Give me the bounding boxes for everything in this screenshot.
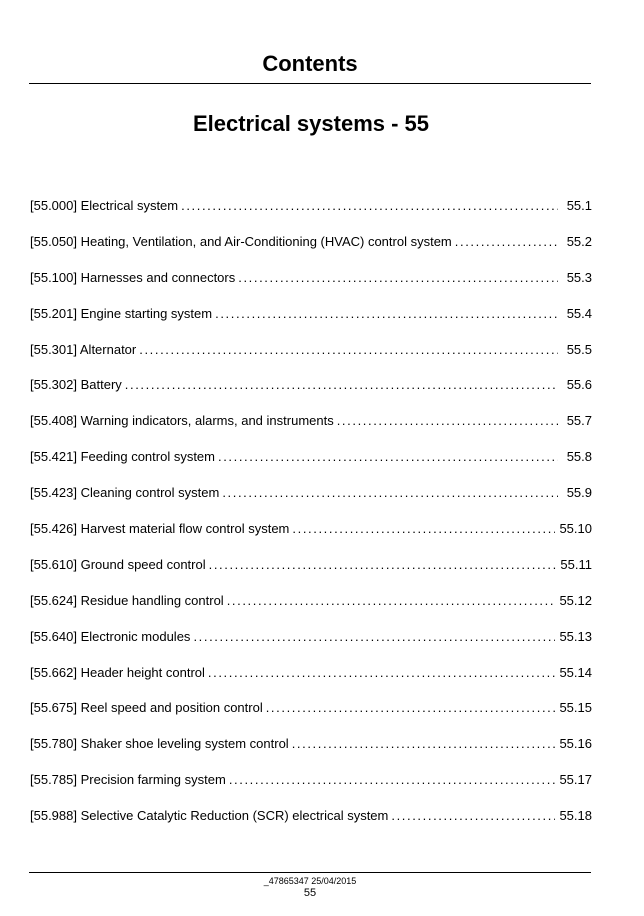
toc-entry-page: 55.6 xyxy=(566,377,592,393)
toc-entry[interactable] xyxy=(30,735,592,771)
toc-dot-leader xyxy=(218,448,558,466)
toc-entry[interactable] xyxy=(30,305,592,341)
toc-entry-page: 55.8 xyxy=(566,449,592,465)
toc-dot-leader xyxy=(455,233,558,251)
toc-entry-page: 55.13 xyxy=(559,628,592,644)
page-title: Contents xyxy=(262,51,358,76)
toc-entry-page: 55.1 xyxy=(566,198,592,213)
toc-entry-label: [55.624] Residue handling control xyxy=(30,592,224,608)
toc-entry-label: [55.423] Cleaning control system xyxy=(30,485,220,501)
toc-entry-label: [55.301] Alternator xyxy=(30,341,137,357)
toc-entry-page: 55.17 xyxy=(559,772,592,788)
toc-entry-label: [55.426] Harvest material flow control system xyxy=(30,521,290,537)
toc-entry[interactable] xyxy=(30,807,592,843)
toc-entry-page: 55.4 xyxy=(566,305,592,321)
toc-entry[interactable] xyxy=(30,664,592,700)
toc-entry[interactable] xyxy=(30,484,592,520)
toc-dot-leader xyxy=(209,556,557,574)
toc-entry-page: 55.2 xyxy=(566,233,592,249)
toc-dot-leader xyxy=(193,628,555,646)
toc-entry-label: [55.675] Reel speed and position control xyxy=(30,700,263,716)
toc-entry-page: 55.16 xyxy=(559,736,592,752)
toc-entry-page: 55.10 xyxy=(559,521,592,537)
toc-entry-label: [55.421] Feeding control system xyxy=(30,449,215,465)
toc-dot-leader xyxy=(139,341,558,359)
toc-entry[interactable] xyxy=(30,197,592,233)
toc-entry[interactable] xyxy=(30,233,592,269)
toc-entry-label: [55.100] Harnesses and connectors xyxy=(30,269,236,285)
toc-entry[interactable] xyxy=(30,628,592,664)
toc-dot-leader xyxy=(337,412,558,430)
toc-dot-leader xyxy=(292,520,555,538)
toc-dot-leader xyxy=(181,197,558,215)
toc-entry-page: 55.18 xyxy=(559,808,592,824)
toc-dot-leader xyxy=(215,305,558,323)
toc-dot-leader xyxy=(229,771,556,789)
toc-entry-label: [55.408] Warning indicators, alarms, and instruments xyxy=(30,413,334,429)
footer-document-reference: _47865347 25/04/2015 xyxy=(263,876,357,886)
footer-page-number: 55 xyxy=(303,887,317,899)
header-divider xyxy=(29,83,591,84)
toc-entry-page: 55.12 xyxy=(559,592,592,608)
toc-dot-leader xyxy=(222,484,558,502)
toc-entry[interactable] xyxy=(30,269,592,305)
toc-dot-leader xyxy=(238,269,558,287)
footer-divider xyxy=(29,872,591,873)
toc-entry[interactable] xyxy=(30,412,592,448)
toc-dot-leader xyxy=(292,735,556,753)
toc-entry[interactable] xyxy=(30,699,592,735)
toc-entry[interactable] xyxy=(30,556,592,592)
toc-entry-label: [55.610] Ground speed control xyxy=(30,556,206,572)
toc-entry-label: [55.785] Precision farming system xyxy=(30,772,226,788)
toc-entry-label: [55.302] Battery xyxy=(30,377,122,393)
toc-entry[interactable] xyxy=(30,592,592,628)
toc-entry-label: [55.662] Header height control xyxy=(30,664,205,680)
toc-entry-label: [55.640] Electronic modules xyxy=(30,628,191,644)
toc-entry[interactable] xyxy=(30,771,592,807)
toc-dot-leader xyxy=(227,592,556,610)
toc-dot-leader xyxy=(266,699,556,717)
toc-entry-page: 55.3 xyxy=(566,269,592,285)
toc-entry-label: [55.780] Shaker shoe leveling system control xyxy=(30,736,289,752)
toc-entry-page: 55.14 xyxy=(559,664,592,680)
toc-entry-label: [55.201] Engine starting system xyxy=(30,305,213,321)
toc-entry[interactable] xyxy=(30,341,592,377)
toc-entry-page: 55.9 xyxy=(566,485,592,501)
table-of-contents xyxy=(30,197,592,843)
toc-entry-page: 55.11 xyxy=(560,556,592,572)
section-title: Electrical systems - 55 xyxy=(192,111,430,136)
toc-entry-label: [55.050] Heating, Ventilation, and Air-Conditioning (HVAC) control system xyxy=(30,233,452,249)
toc-entry[interactable] xyxy=(30,520,592,556)
toc-entry-page: 55.7 xyxy=(566,413,592,429)
toc-entry[interactable] xyxy=(30,448,592,484)
toc-entry-label: [55.988] Selective Catalytic Reduction (SCR) electrical system xyxy=(30,808,389,824)
toc-entry-page: 55.5 xyxy=(566,341,592,357)
toc-entry-page: 55.15 xyxy=(559,700,592,716)
toc-dot-leader xyxy=(208,664,556,682)
toc-dot-leader xyxy=(125,376,558,394)
toc-entry[interactable] xyxy=(30,376,592,412)
toc-dot-leader xyxy=(391,807,555,825)
toc-entry-label: [55.000] Electrical system xyxy=(30,198,179,213)
